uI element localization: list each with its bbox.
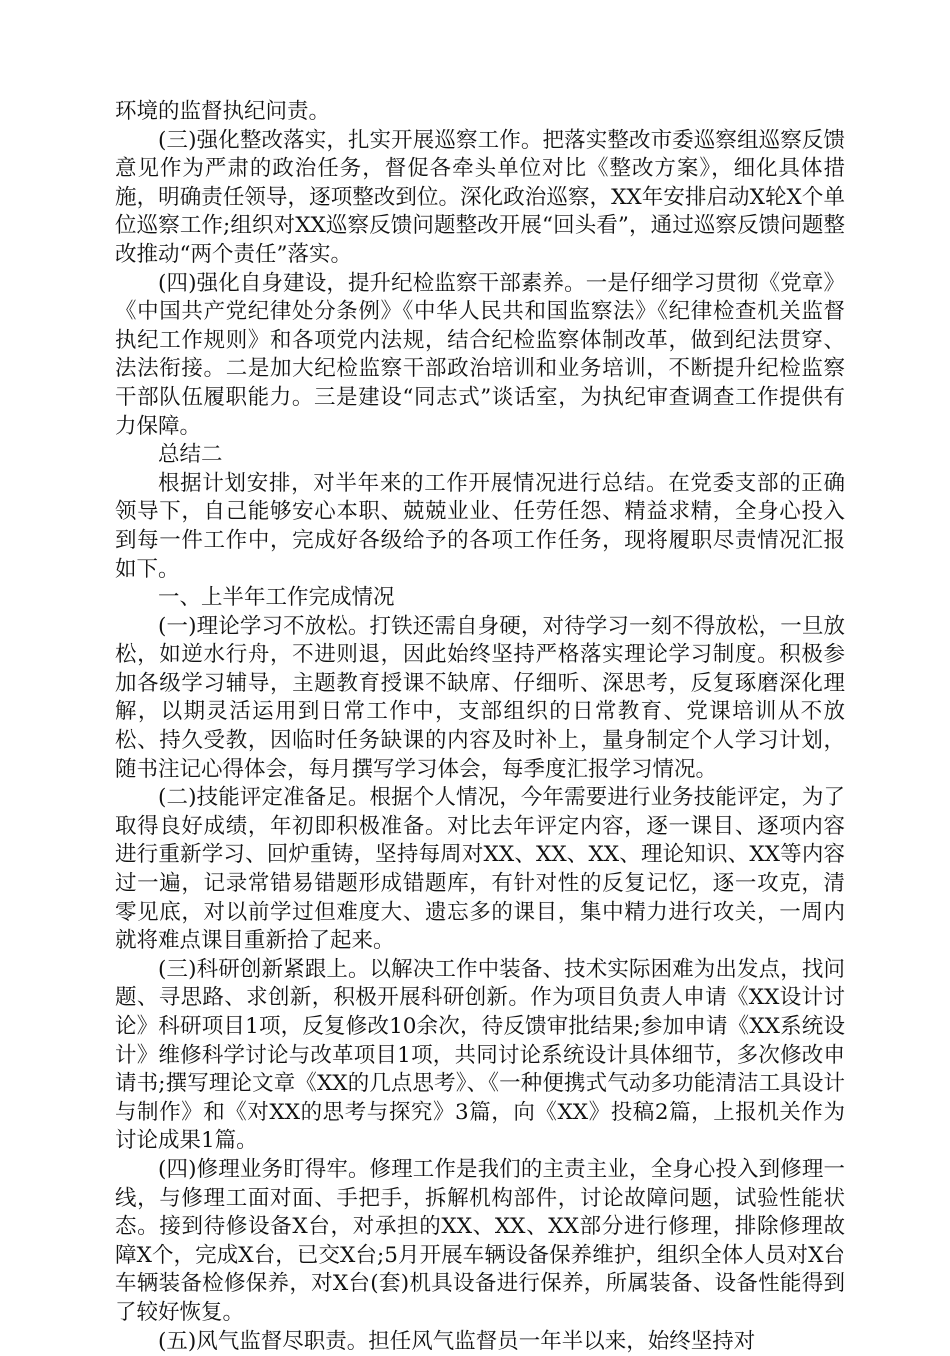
paragraph: (一)理论学习不放松。打铁还需自身硬，对待学习一刻不得放松，一旦放松，如逆水行舟，不进则退，因此始终坚持严格落实理论学习制度。积极参加各级学习辅导，主题教育授课不缺席、仔细听、深思考，反复琢磨深化理解，以期灵活运用到日常工作中，支部组织的日常教育、党课培训从不放松、持久受教，因临时任务缺课的内容及时补上，量身制定个人学习计划，随书注记心得体会，每月撰写学习体会，每季度汇报学习情况。 <box>115 613 845 782</box>
paragraph: 环境的监督执纪问责。 <box>115 99 331 124</box>
section-heading: 总结二 <box>158 442 223 468</box>
document-page <box>115 98 845 1356</box>
paragraph: (三)科研创新紧跟上。以解决工作中装备、技术实际困难为出发点，找问题、寻思路、求创新，积极开展科研创新。作为项目负责人申请《XX设计讨论》科研项目1项，反复修改10余次，待反馈审批结果;参加申请《XX系统设计》维修科学讨论与改革项目1项，共同讨论系统设计具体细节，多次修改申请书;撰写理论文章《XX的几点思考》、《一种便携式气动多功能清洁工具设计与制作》和《对XX的思考与探究》3篇，向《XX》投稿2篇，上报机关作为讨论成果1篇。 <box>115 956 845 1154</box>
paragraph: (四)强化自身建设，提升纪检监察干部素养。一是仔细学习贯彻《党章》《中国共产党纪律处分条例》《中华人民共和国监察法》《纪律检查机关监督执纪工作规则》和各项党内法规，结合纪检监察体制改革，做到纪法贯穿、法法衔接。二是加大纪检监察干部政治培训和业务培训，不断提升纪检监察干部队伍履职能力。三是建设“同志式”谈话室，为执纪审查调查工作提供有力保障。 <box>115 270 845 439</box>
paragraph: (四)修理业务盯得牢。修理工作是我们的主责主业，全身心投入到修理一线，与修理工面对面、手把手，拆解机构部件，讨论故障问题，试验性能状态。接到待修设备X台，对承担的XX、XX、XX部分进行修理，排除修理故障X个，完成X台，已交X台;5月开展车辆设备保养维护，组织全体人员对X台车辆装备检修保养，对X台(套)机具设备进行保养，所属装备、设备性能得到了较好恢复。 <box>115 1156 845 1325</box>
paragraph: (二)技能评定准备足。根据个人情况，今年需要进行业务技能评定，为了取得良好成绩，年初即积极准备。对比去年评定内容，逐一课目、逐项内容进行重新学习、回炉重铸，坚持每周对XX、XX、XX、理论知识、XX等内容过一遍，记录常错易错题形成错题库，有针对性的反复记忆，逐一攻克，清零见底，对以前学过但难度大、遗忘多的课目，集中精力进行攻关，一周内就将难点课目重新拾了起来。 <box>115 785 845 954</box>
section-heading: 一、上半年工作完成情况 <box>158 585 395 611</box>
paragraph: (五)风气监督尽职责。担任风气监督员一年半以来，始终坚持对 <box>158 1328 756 1354</box>
paragraph: (三)强化整改落实，扎实开展巡察工作。把落实整改市委巡察组巡察反馈意见作为严肃的政治任务，督促各牵头单位对比《整改方案》，细化具体措施，明确责任领导，逐项整改到位。深化政治巡察，XX年安排启动X轮X个单位巡察工作;组织对XX巡察反馈问题整改开展“回头看”，通过巡察反馈问题整改推动“两个责任”落实。 <box>115 127 845 267</box>
paragraph: 根据计划安排，对半年来的工作开展情况进行总结。在党委支部的正确领导下，自己能够安心本职、兢兢业业、任劳任怨、精益求精，全身心投入到每一件工作中，完成好各级给予的各项工作任务，现将履职尽责情况汇报如下。 <box>115 470 845 582</box>
